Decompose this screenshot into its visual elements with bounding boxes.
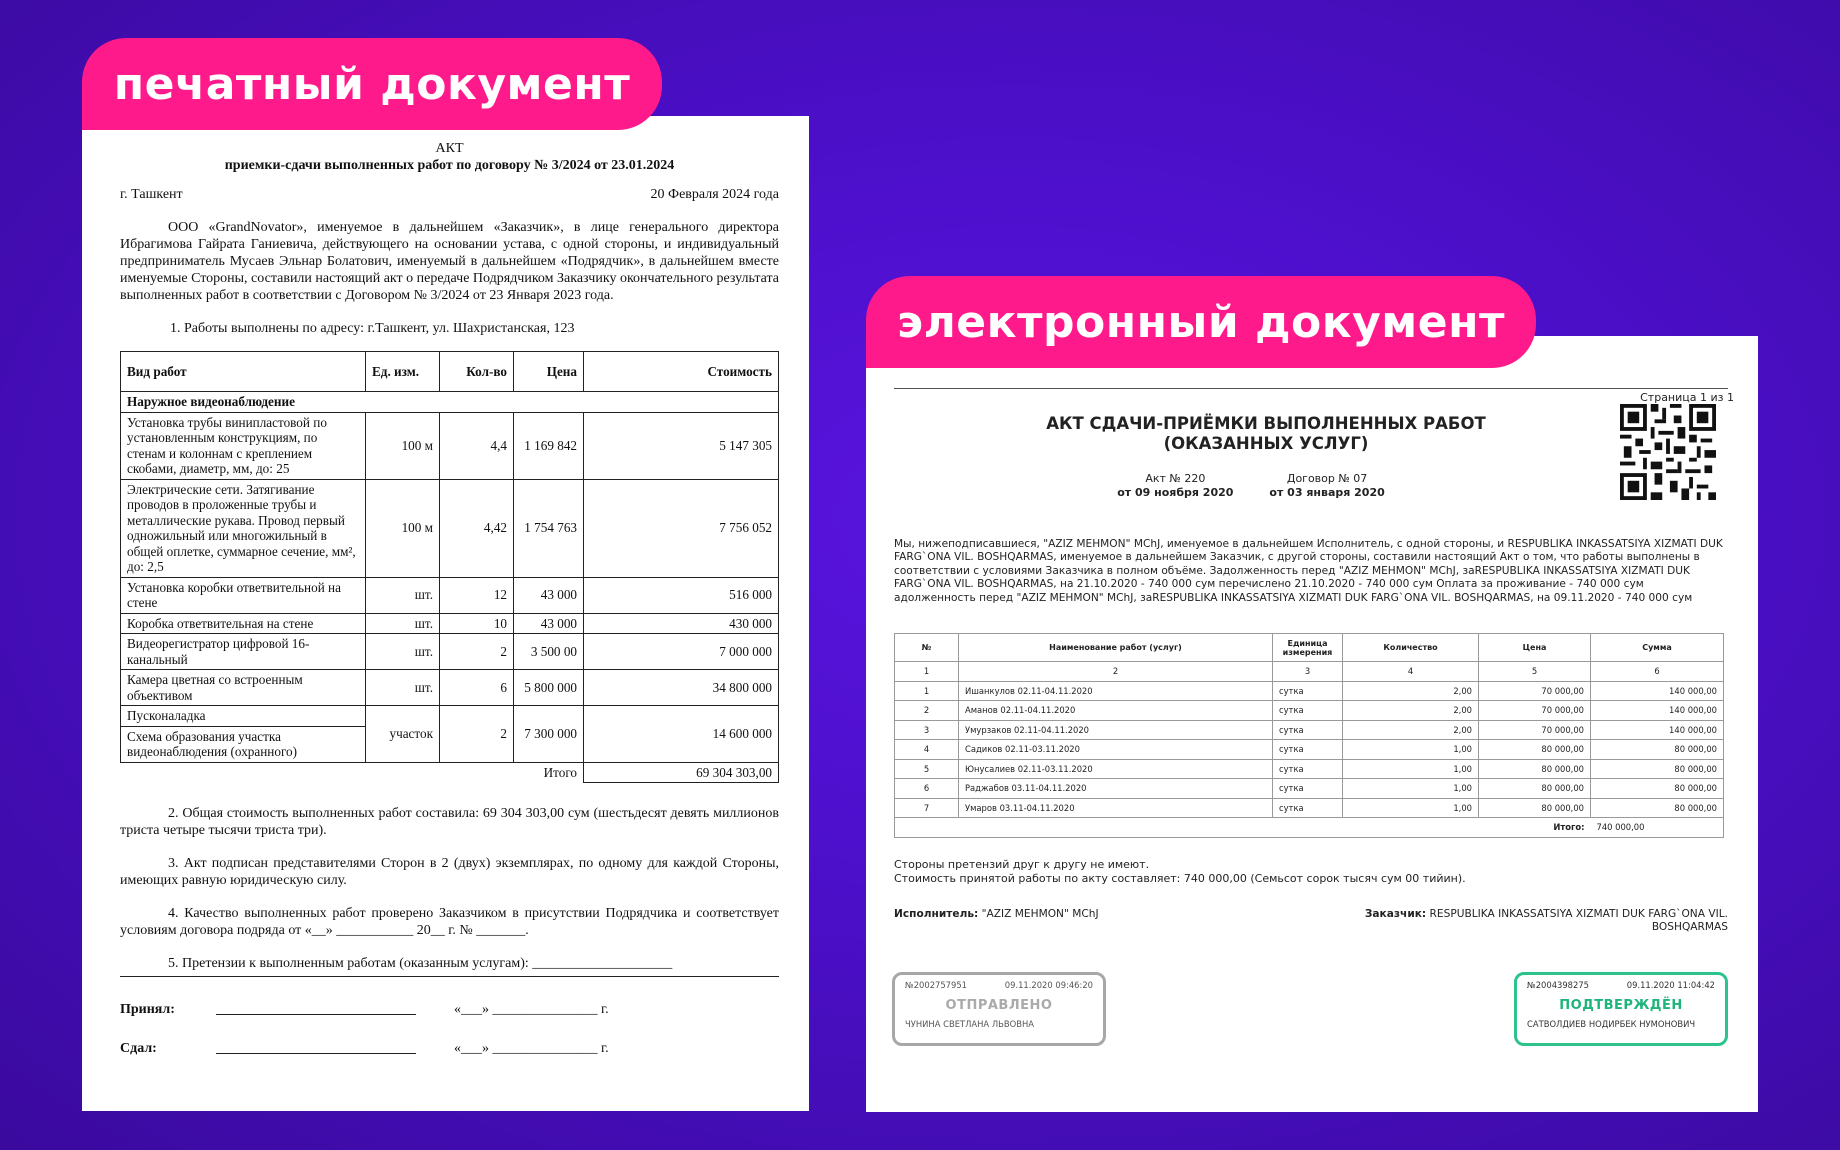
title-line-1: АКТ СДАЧИ-ПРИЁМКИ ВЫПОЛНЕННЫХ РАБОТ — [1046, 414, 1486, 433]
customer — [1328, 908, 1728, 934]
intro-paragraph: Мы, нижеподписавшиеся, "AZIZ MEHMON" MChJ, именуемое в дальнейшем Исполнитель, с одной стороны, и RESPUBLIKA INKASSATSIYA XIZMATI DUK FARG`ONA VIL. BOSHQARMAS, именуемое в дальнейшем Заказчик, с другой стороны, составили настоящий Акт о том, что работы выполнены в соответствии с условиями Заказчика в полном объёме. Задолженность перед "AZIZ MEHMON" MChJ, заRESPUBLIKA INKASSATSIYA XIZMATI DUK FARG`ONA VIL. BOSHQARMAS, на 21.10.2020 - 740 000 сум перечислено 21.10.2020 - 740 000 сум Оплата за проживание - 740 000 сум адолженность перед "AZIZ MEHMON" MChJ, заRESPUBLIKA INKASSATSIYA XIZMATI DUK FARG`ONA VIL. BOSHQARMAS, на 09.11.2020 - 740 000 сум — [894, 538, 1723, 604]
date: 20 Февраля 2024 года — [650, 187, 779, 202]
printed-document — [82, 116, 809, 1111]
cell-unit: сутка — [1273, 740, 1343, 760]
stamp-person: САТВОЛДИЕВ НОДИРБЕК НУМОНОВИЧ — [1527, 1019, 1696, 1029]
cell-unit: шт. — [366, 577, 440, 613]
cell-qty: 4,42 — [440, 479, 514, 577]
executor-label: Исполнитель: — [894, 907, 979, 920]
table-row — [895, 798, 1724, 818]
contract-block — [1269, 472, 1384, 500]
stamp-status: ОТПРАВЛЕНО — [945, 998, 1053, 1013]
cell-qty: 2,00 — [1343, 720, 1479, 740]
cell-unit: 100 м — [366, 412, 440, 479]
stamp-status: ПОДТВЕРЖДЁН — [1559, 998, 1683, 1013]
cell-qty: 12 — [440, 577, 514, 613]
cell-qty: 1,00 — [1343, 779, 1479, 799]
cell-qty: 2 — [440, 706, 514, 763]
accepted-label: Принял: — [120, 1002, 175, 1017]
claims-line-1: Стороны претензий друг к другу не имеют. — [894, 857, 1150, 871]
electronic-document-label: электронный документ — [866, 276, 1536, 368]
confirmed-stamp — [1514, 972, 1728, 1046]
cell-unit: сутка — [1273, 779, 1343, 799]
col-header: № — [895, 634, 959, 662]
cell-cost: 430 000 — [584, 613, 779, 634]
cell-unit: сутка — [1273, 798, 1343, 818]
col-header: Вид работ — [121, 352, 366, 392]
electronic-document — [866, 336, 1758, 1112]
cell-price: 80 000,00 — [1479, 759, 1591, 779]
table-row — [895, 740, 1724, 760]
col-header: Стоимость — [584, 352, 779, 392]
index-cell: 5 — [1479, 662, 1591, 682]
customer-label: Заказчик: — [1364, 907, 1427, 920]
place: г. Ташкент — [120, 187, 183, 202]
index-row — [895, 662, 1724, 682]
cell-unit: шт. — [366, 634, 440, 670]
cell-price: 3 500 00 — [514, 634, 584, 670]
cell-cost: 516 000 — [584, 577, 779, 613]
cell-num: 3 — [895, 720, 959, 740]
cell-cost: 14 600 000 — [584, 706, 779, 763]
cell-name: Садиков 02.11-03.11.2020 — [959, 740, 1273, 760]
cell-price: 5 800 000 — [514, 670, 584, 706]
col-header: Сумма — [1591, 634, 1724, 662]
cell-qty: 2,00 — [1343, 681, 1479, 701]
index-cell: 6 — [1591, 662, 1724, 682]
act-subtitle: приемки-сдачи выполненных работ по договору № 3/2024 от 23.01.2024 — [224, 158, 675, 173]
works-table — [120, 351, 779, 783]
page-indicator: Страница 1 из 1 — [1640, 391, 1734, 404]
table-row — [895, 681, 1724, 701]
section-title: Наружное видеонаблюдение — [121, 392, 779, 413]
index-cell: 4 — [1343, 662, 1479, 682]
cell-num: 4 — [895, 740, 959, 760]
item-3: 3. Акт подписан представителями Сторон в 2 (двух) экземплярах, по одному для каждой Стороны, имеющих равную юридическую силу. — [120, 856, 779, 888]
table-row — [895, 759, 1724, 779]
cell-work: Коробка ответвительная на стене — [121, 613, 366, 634]
cell-price: 80 000,00 — [1479, 798, 1591, 818]
printed-document-label: печатный документ — [82, 38, 662, 130]
cell-sum: 80 000,00 — [1591, 779, 1724, 799]
services-table — [894, 633, 1724, 838]
cell-qty: 6 — [440, 670, 514, 706]
sent-stamp — [892, 972, 1106, 1046]
executor — [894, 908, 1099, 934]
cell-sum: 80 000,00 — [1591, 740, 1724, 760]
cell-price: 70 000,00 — [1479, 701, 1591, 721]
signature-line — [216, 1001, 416, 1015]
table-row — [121, 613, 779, 634]
item-1: 1. Работы выполнены по адресу: г.Ташкент, ул. Шахристанская, 123 — [170, 321, 575, 336]
table-header-row — [895, 634, 1724, 662]
cell-name: Умурзаков 02.11-04.11.2020 — [959, 720, 1273, 740]
cell-sum: 80 000,00 — [1591, 759, 1724, 779]
item-2: 2. Общая стоимость выполненных работ составила: 69 304 303,00 сум (шестьдесят девять миллионов триста четыре тысячи триста три). — [120, 806, 779, 838]
cell-qty: 1,00 — [1343, 798, 1479, 818]
title-line-2: (ОКАЗАННЫХ УСЛУГ) — [1163, 434, 1369, 453]
customer-value: RESPUBLIKA INKASSATSIYA XIZMATI DUK FARG`ONA VIL. BOSHQARMAS — [1429, 907, 1728, 933]
parties-block — [894, 908, 1728, 934]
cell-work: Электрические сети. Затягивание проводов в проложенные трубы и металлические рукава. Провод первый одножильный или многожильный в общей оплетке, суммарное сечение, мм², до: 2,5 — [121, 479, 366, 577]
cell-num: 5 — [895, 759, 959, 779]
act-number-block — [1117, 472, 1233, 500]
col-header: Ед. изм. — [366, 352, 440, 392]
cell-num: 7 — [895, 798, 959, 818]
cell-price: 43 000 — [514, 577, 584, 613]
act-date: от 09 ноября 2020 — [1117, 486, 1234, 499]
cell-price: 80 000,00 — [1479, 779, 1591, 799]
index-cell: 2 — [959, 662, 1273, 682]
cell-unit: сутка — [1273, 681, 1343, 701]
act-title: АКТ — [435, 141, 464, 156]
intro-paragraph: ООО «GrandNovator», именуемое в дальнейшем «Заказчик», в лице генерального директора Ибрагимова Гайрата Ганиевича, действующего на основании устава, с одной стороны, и индивидуальный предприниматель Мусаев Эльнар Болатович, именуемый в дальнейшем «Подрядчик», в дальнейшем вместе именуемые Стороны, составили настоящий акт о передаче Подрядчиком Заказчику окончательного результата выполненных работ в соответствии с Договором № 3/2024 от 23 Января 2023 года. — [120, 220, 779, 303]
cell-price: 43 000 — [514, 613, 584, 634]
table-row — [895, 779, 1724, 799]
table-row — [121, 670, 779, 706]
act-meta — [894, 472, 1608, 500]
date-blank: «___» _______________ г. — [454, 1041, 609, 1056]
place-date-row — [120, 186, 779, 203]
stamp-person: ЧУНИНА СВЕТЛАНА ЛЬВОВНА — [905, 1019, 1034, 1029]
claims-block — [894, 858, 1728, 886]
stamp-number: №2004398275 — [1527, 980, 1589, 990]
item-5: 5. Претензии к выполненным работам (оказанным услугам): ____________________ — [120, 955, 779, 977]
total-row — [121, 762, 779, 783]
stamp-datetime: 09.11.2020 11:04:42 — [1626, 980, 1715, 990]
table-row — [121, 706, 779, 727]
cell-unit: 100 м — [366, 479, 440, 577]
handed-signature-row — [120, 1040, 779, 1057]
cell-unit: сутка — [1273, 701, 1343, 721]
signature-line — [216, 1040, 416, 1054]
contract-date: от 03 января 2020 — [1269, 486, 1385, 499]
col-header: Кол-во — [440, 352, 514, 392]
cell-num: 6 — [895, 779, 959, 799]
index-cell: 3 — [1273, 662, 1343, 682]
cell-qty: 2 — [440, 634, 514, 670]
handed-label: Сдал: — [120, 1041, 157, 1056]
stamp-datetime: 09.11.2020 09:46:20 — [1004, 980, 1093, 990]
cell-work: Камера цветная со встроенным объективом — [121, 670, 366, 706]
total-value: 69 304 303,00 — [584, 762, 779, 783]
cell-sum: 140 000,00 — [1591, 720, 1724, 740]
total-label: Итого: — [1479, 818, 1591, 838]
table-row — [895, 720, 1724, 740]
cell-work: Схема образования участка видеонаблюдения (охранного) — [121, 726, 366, 762]
table-row — [121, 577, 779, 613]
cell-unit: сутка — [1273, 759, 1343, 779]
cell-qty: 1,00 — [1343, 740, 1479, 760]
date-blank: «___» _______________ г. — [454, 1002, 609, 1017]
cell-unit: сутка — [1273, 720, 1343, 740]
cell-num: 2 — [895, 701, 959, 721]
cell-work: Установка коробки ответвительной на стене — [121, 577, 366, 613]
claims-line-2: Стоимость принятой работы по акту составляет: 740 000,00 (Семьсот сорок тысяч сум 00 тийин). — [894, 871, 1466, 885]
cell-work: Установка трубы винипластовой по установленным конструкциям, по стенам и колоннам с креплением скобами, диаметр, мм, до: 25 — [121, 412, 366, 479]
top-rule — [894, 388, 1728, 389]
cell-name: Раджабов 03.11-04.11.2020 — [959, 779, 1273, 799]
stamp-number: №2002757951 — [905, 980, 967, 990]
cell-cost: 34 800 000 — [584, 670, 779, 706]
cell-work: Видеорегистратор цифровой 16-канальный — [121, 634, 366, 670]
cell-name: Ишанкулов 02.11-04.11.2020 — [959, 681, 1273, 701]
index-cell: 1 — [895, 662, 959, 682]
table-row — [121, 412, 779, 479]
total-row — [895, 818, 1724, 838]
cell-sum: 140 000,00 — [1591, 701, 1724, 721]
col-header: Цена — [1479, 634, 1591, 662]
cell-name: Аманов 02.11-04.11.2020 — [959, 701, 1273, 721]
total-value: 740 000,00 — [1591, 818, 1724, 838]
total-label: Итого — [543, 764, 577, 780]
cell-price: 1 754 763 — [514, 479, 584, 577]
col-header: Наименование работ (услуг) — [959, 634, 1273, 662]
cell-price: 80 000,00 — [1479, 740, 1591, 760]
cell-qty: 1,00 — [1343, 759, 1479, 779]
cell-price: 7 300 000 — [514, 706, 584, 763]
cell-sum: 140 000,00 — [1591, 681, 1724, 701]
section-row — [121, 392, 779, 413]
accepted-signature-row — [120, 1001, 779, 1018]
cell-name: Юнусалиев 02.11-03.11.2020 — [959, 759, 1273, 779]
table-row — [121, 479, 779, 577]
cell-unit: участок — [366, 706, 440, 763]
cell-cost: 7 000 000 — [584, 634, 779, 670]
cell-cost: 5 147 305 — [584, 412, 779, 479]
cell-unit: шт. — [366, 670, 440, 706]
cell-work: Пусконаладка — [121, 706, 366, 727]
act-title — [894, 414, 1638, 454]
act-number: Акт № 220 — [1145, 472, 1206, 485]
cell-qty: 2,00 — [1343, 701, 1479, 721]
cell-qty: 10 — [440, 613, 514, 634]
cell-price: 70 000,00 — [1479, 681, 1591, 701]
cell-unit: шт. — [366, 613, 440, 634]
table-header-row — [121, 352, 779, 392]
col-header: Количество — [1343, 634, 1479, 662]
cell-num: 1 — [895, 681, 959, 701]
cell-cost: 7 756 052 — [584, 479, 779, 577]
qr-code-icon — [1620, 404, 1716, 500]
table-row — [895, 701, 1724, 721]
table-row — [121, 634, 779, 670]
item-4: 4. Качество выполненных работ проверено Заказчиком в присутствии Подрядчика и соответствует условиям договора подряда от «__» ___________ 20__ г. № _______. — [120, 906, 779, 938]
cell-name: Умаров 03.11-04.11.2020 — [959, 798, 1273, 818]
cell-price: 70 000,00 — [1479, 720, 1591, 740]
cell-price: 1 169 842 — [514, 412, 584, 479]
col-header: Цена — [514, 352, 584, 392]
cell-sum: 80 000,00 — [1591, 798, 1724, 818]
executor-value: "AZIZ MEHMON" MChJ — [981, 907, 1099, 920]
col-header: Единица измерения — [1273, 634, 1343, 662]
contract-number: Договор № 07 — [1286, 472, 1368, 485]
cell-qty: 4,4 — [440, 412, 514, 479]
